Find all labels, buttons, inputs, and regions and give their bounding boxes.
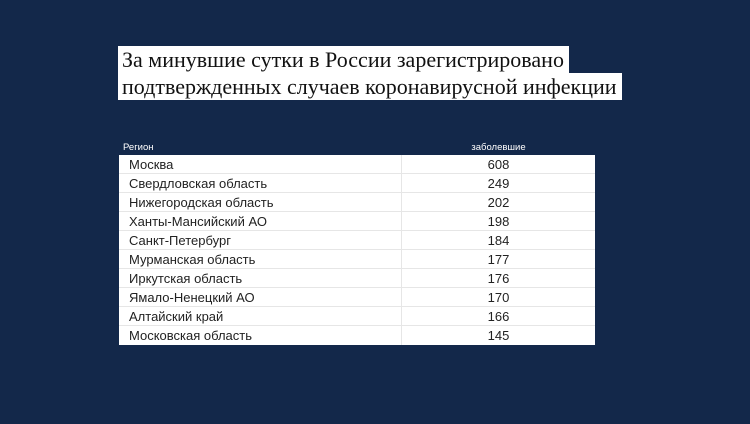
table-row [119,307,595,326]
header-value: заболевшие [471,142,526,153]
cell-region: Московская область [119,326,402,345]
table-row [119,155,595,174]
table-row [119,288,595,307]
cell-region: Ямало-Ненецкий АО [119,288,402,306]
cell-value: 198 [487,214,510,229]
cell-region: Нижегородская область [119,193,402,211]
cell-region: Санкт-Петербург [119,231,402,249]
table-row [119,326,595,345]
table-row [119,174,595,193]
cell-value: 170 [487,290,510,305]
title-line-2: подтвержденных случаев коронавирусной инфекции [118,73,622,100]
table-row [119,250,595,269]
table-row [119,212,595,231]
cell-value: 249 [487,176,510,191]
cell-region: Иркутская область [119,269,402,287]
table-row [119,269,595,288]
cell-region: Ханты-Мансийский АО [119,212,402,230]
cell-region: Москва [119,155,402,173]
table-row [119,231,595,250]
cell-value: 608 [487,157,510,172]
cell-value: 184 [487,233,510,248]
table-header [119,141,595,155]
cell-region: Мурманская область [119,250,402,268]
data-table [119,141,595,345]
table-body [119,155,595,345]
cell-value: 176 [487,271,510,286]
cell-value: 202 [487,195,510,210]
page-title [118,46,622,100]
cell-value: 145 [487,328,510,343]
cell-value: 166 [487,309,510,324]
title-line-1: За минувшие сутки в России зарегистрировано [118,46,569,73]
cell-value: 177 [487,252,510,267]
header-region: Регион [123,142,154,153]
cell-region: Алтайский край [119,307,402,325]
table-row [119,193,595,212]
cell-region: Свердловская область [119,174,402,192]
